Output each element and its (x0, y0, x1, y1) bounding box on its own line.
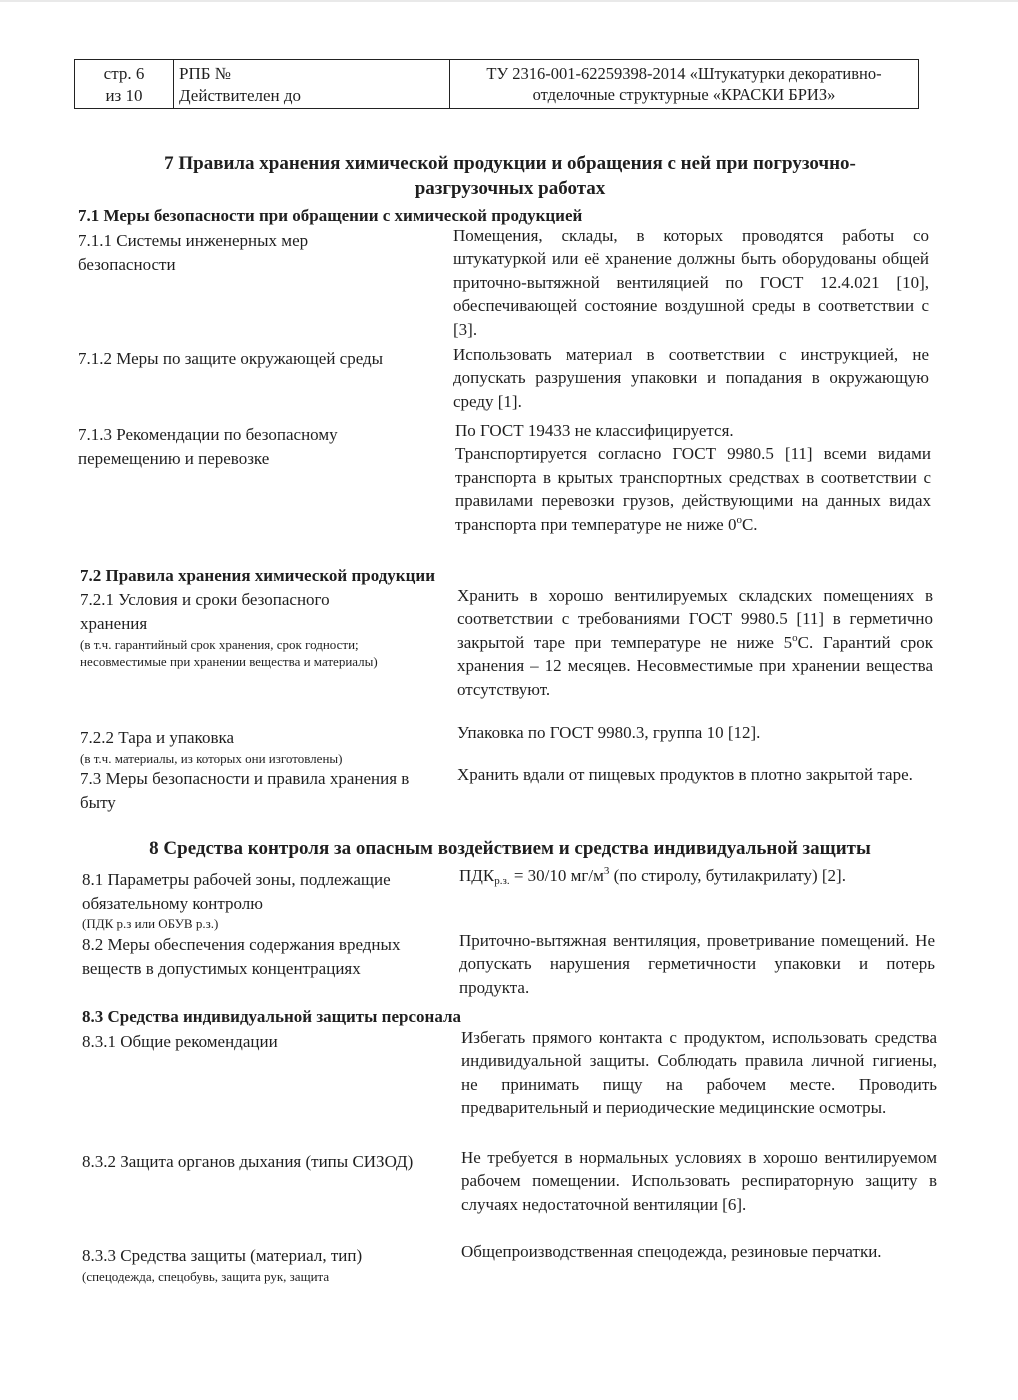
row-7-2-1-text-a: Хранить в хорошо вентилируемых складских помещениях в соответствии с требованиями ГОСТ 9980.5 [11] в герметично закрытой таре при температуре не ниже 5 (457, 586, 933, 652)
header-spec-cell (450, 60, 918, 108)
row-8-1-text (459, 864, 935, 887)
degree-mark: о (792, 631, 798, 644)
section-7-1-title: 7.1 Меры безопасности при обращении с химической продукцией (78, 206, 583, 225)
section-8-title: 8 Средства контроля за опасным воздействием и средства индивидуальной защиты (149, 838, 871, 859)
rpb-label: РПБ № (179, 64, 231, 83)
row-7-1-3-text-1: По ГОСТ 19433 не классифицируется. (455, 421, 734, 440)
row-8-3-3-note: (спецодежда, спецобувь, защита рук, защита (82, 1268, 330, 1284)
header-page-cell (75, 60, 174, 108)
row-7-1-3-text-2b: С. (741, 514, 758, 534)
row-8-3-2-text: Не требуется в нормальных условиях в хорошо вентилируемом рабочем помещении. Использовать респираторную защиту в случаях недостаточной вентиляции [6]. (461, 1148, 937, 1214)
row-8-3-1-label: 8.3.1 Общие рекомендации (82, 1032, 278, 1051)
row-8-3-3-text: Общепроизводственная спецодежда, резиновые перчатки. (461, 1242, 882, 1261)
section-7-title (60, 151, 960, 201)
row-7-2-1-label-text: 7.2.1 Условия и сроки безопасного хранения (80, 590, 330, 633)
section-7-2-title: 7.2 Правила хранения химической продукции (80, 566, 435, 585)
row-8-2-text: Приточно-вытяжная вентиляция, проветривание помещений. Не допускать нарушения герметичности упаковки и потерь продукта. (459, 931, 935, 997)
page-of: из 10 (105, 86, 143, 105)
row-7-2-2-label (80, 726, 440, 767)
row-7-1-1-label: 7.1.1 Системы инженерных мер безопасности (78, 231, 309, 274)
row-7-2-1-text-b: С. Гарантий срок хранения – 12 месяцев. Несовместимые при хранении вещества отсутствуют. (457, 632, 933, 699)
degree-mark: о (736, 513, 742, 526)
row-7-1-3-text (455, 419, 931, 536)
row-8-3-2-label: 8.3.2 Защита органов дыхания (типы СИЗОД) (82, 1152, 414, 1171)
row-7-1-3-label: 7.1.3 Рекомендации по безопасному перемещению и перевозке (78, 425, 338, 468)
row-7-3-label: 7.3 Меры безопасности и правила хранения в быту (80, 769, 410, 812)
row-8-1-label (82, 868, 422, 932)
row-7-1-1-text: Помещения, склады, в которых проводятся работы со штукатуркой или её хранение должны быть оборудованы общей приточно-вытяжной вентиляцией по ГОСТ 12.4.021 [10], обеспечивающей состояние воздушной среды в соответствии с [3]. (453, 226, 929, 339)
row-7-1-2-text: Использовать материал в соответствии с инструкцией, не допускать разрушения упаковки и попадания в окружающую среду [1]. (453, 345, 929, 411)
page-label: стр. 6 (103, 64, 145, 83)
spec-line-1: ТУ 2316-001-62259398-2014 «Штукатурки декоративно- (486, 64, 882, 83)
row-7-2-1-label (80, 588, 390, 670)
row-8-1-label-text: 8.1 Параметры рабочей зоны, подлежащие обязательному контролю (82, 870, 391, 913)
row-8-3-1-text: Избегать прямого контакта с продуктом, использовать средства индивидуальной защиты. Соблюдать правила личной гигиены, не принимать пищу на рабочем месте. Проводить предварительный и периодические медицинские осмотры. (461, 1028, 937, 1118)
section-8-3-title: 8.3 Средства индивидуальной защиты персонала (82, 1007, 462, 1026)
row-8-2-label: 8.2 Меры обеспечения содержания вредных веществ в допустимых концентрациях (82, 935, 401, 978)
row-7-2-2-note: (в т.ч. материалы, из которых они изготовлены) (80, 750, 343, 766)
row-7-1-3-text-2a: Транспортируется согласно ГОСТ 9980.5 [11] всеми видами транспорта в крытых транспортных средствах в соответствии с правилами перевозки грузов, действующими на данных видах транспорта при температуре не ниже 0 (455, 444, 931, 534)
scan-edge (0, 0, 1018, 2)
section-7-title-line1: 7 Правила хранения химической продукции и обращения с ней при погрузочно- (164, 153, 856, 174)
row-7-2-1-note: (в т.ч. гарантийный срок хранения, срок годности; несовместимые при хранении вещества и материалы) (80, 637, 378, 669)
valid-label: Действителен до (179, 86, 302, 105)
row-7-1-3-text-2 (455, 442, 931, 536)
row-8-3-3-label-text: 8.3.3 Средства защиты (материал, тип) (82, 1246, 363, 1265)
row-8-1-text-b: = 30/10 мг/м (509, 866, 604, 885)
spec-line-2: отделочные структурные «КРАСКИ БРИЗ» (532, 85, 836, 104)
header-table (74, 59, 919, 109)
superscript-3: 3 (603, 865, 610, 877)
row-8-1-text-c: (по стиролу, бутилакрилату) [2]. (609, 866, 846, 885)
row-8-1-text-a: ПДК (459, 866, 495, 885)
row-7-2-1-text (457, 584, 933, 701)
row-7-1-2-label: 7.1.2 Меры по защите окружающей среды (78, 349, 384, 368)
row-7-3-text: Хранить вдали от пищевых продуктов в плотно закрытой таре. (457, 765, 913, 784)
row-8-1-note: (ПДК р.з или ОБУВ р.з.) (82, 916, 219, 931)
header-rpb-cell (174, 60, 450, 108)
row-8-3-3-label (82, 1244, 452, 1285)
subscript-rz: р.з. (494, 875, 510, 887)
section-7-title-line2: разгрузочных работах (414, 178, 606, 199)
row-7-2-2-text: Упаковка по ГОСТ 9980.3, группа 10 [12]. (457, 723, 761, 742)
row-7-2-2-label-text: 7.2.2 Тара и упаковка (80, 728, 235, 747)
